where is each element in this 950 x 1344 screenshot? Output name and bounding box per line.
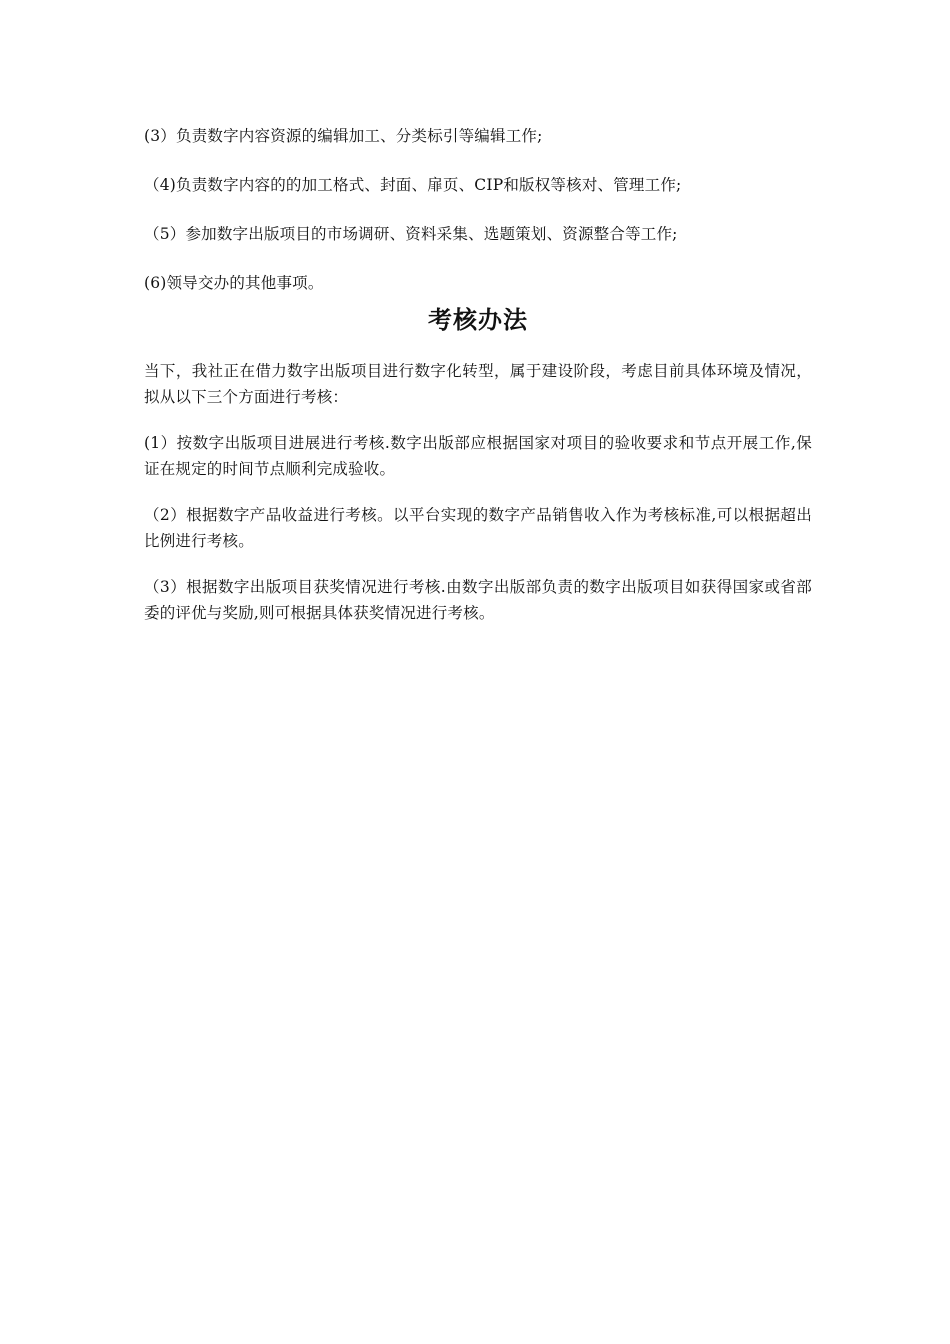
duty-item-3: (3）负责数字内容资源的编辑加工、分类标引等编辑工作; xyxy=(144,127,543,145)
duty-item-5: （5）参加数字出版项目的市场调研、资料采集、选题策划、资源整合等工作; xyxy=(144,225,678,243)
intro-paragraph: 当下，我社正在借力数字出版项目进行数字化转型，属于建设阶段，考虑目前具体环境及情况，拟从以下三个方面进行考核： xyxy=(144,362,812,406)
method-item-3: （3）根据数字出版项目获奖情况进行考核.由数字出版部负责的数字出版项目如获得国家或省部委的评优与奖励,则可根据具体获奖情况进行考核。 xyxy=(144,578,812,622)
method-item-1: (1）按数字出版项目进展进行考核.数字出版部应根据国家对项目的验收要求和节点开展工作,保证在规定的时间节点顺利完成验收。 xyxy=(144,434,812,478)
page-content xyxy=(144,123,812,646)
section-title: 考核办法 xyxy=(428,305,528,334)
duty-item-4: （4)负责数字内容的的加工格式、封面、扉页、CIP和版权等核对、管理工作; xyxy=(144,176,682,194)
duty-item-6: (6)领导交办的其他事项。 xyxy=(144,274,324,292)
method-item-2: （2）根据数字产品收益进行考核。以平台实现的数字产品销售收入作为考核标准,可以根据超出比例进行考核。 xyxy=(144,506,812,550)
